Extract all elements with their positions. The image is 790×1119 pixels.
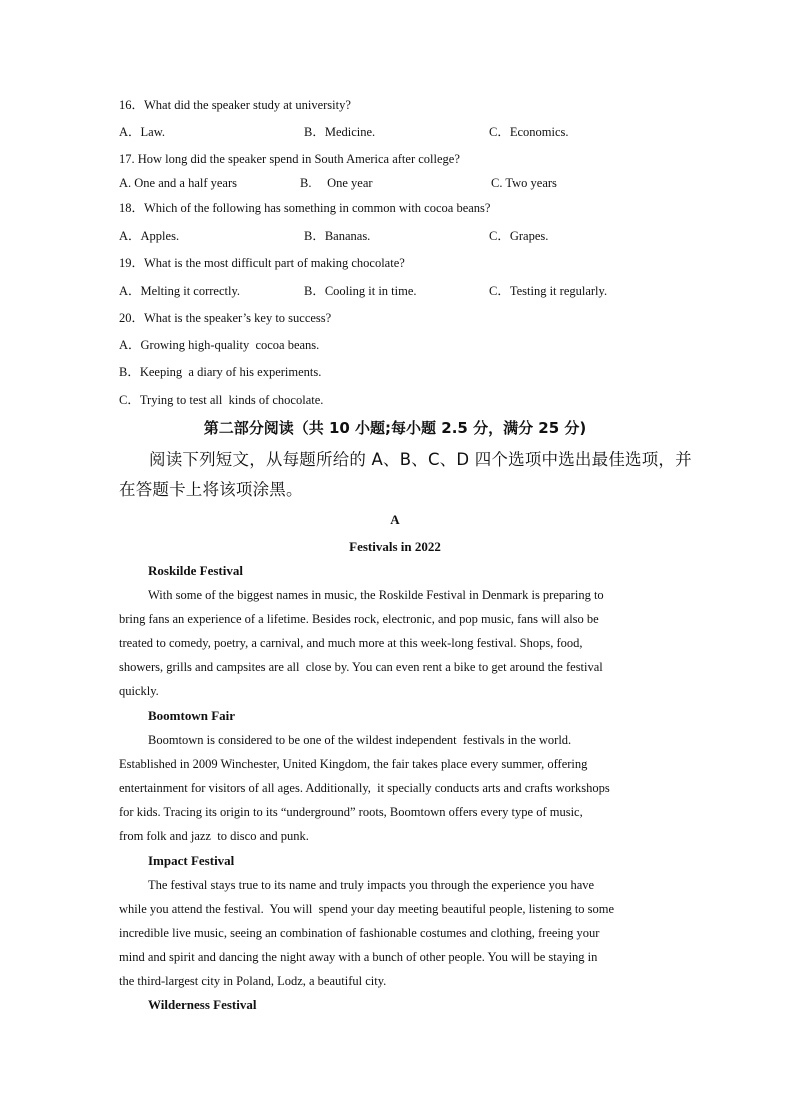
q17-option-b: B. One year (300, 176, 373, 190)
q20-option-c: C．Trying to test all kinds of chocolate. (119, 393, 324, 407)
passage-label: A (390, 512, 400, 527)
paragraph-line: bring fans an experience of a lifetime. Besides rock, electronic, and pop music, fans will also be (119, 612, 599, 626)
q16-option-c: C．Economics. (489, 125, 569, 139)
paragraph-line: showers, grills and campsites are all close by. You can even rent a bike to get around the festival (119, 660, 603, 674)
paragraph-line: the third-largest city in Poland, Lodz, a beautiful city. (119, 974, 387, 988)
part2-instruction-line2: 在答题卡上将该项涂黑。 (119, 480, 303, 499)
paragraph-line: for kids. Tracing its origin to its “underground” roots, Boomtown offers every type of music, (119, 805, 583, 819)
q19-option-b: B．Cooling it in time. (304, 284, 417, 298)
paragraph-line: incredible live music, seeing an combination of fashionable costumes and clothing, freeing your (119, 926, 600, 940)
question-18: 18．Which of the following has something in common with cocoa beans? (119, 201, 491, 215)
paragraph-line: from folk and jazz to disco and punk. (119, 829, 309, 843)
q18-option-c: C．Grapes. (489, 229, 549, 243)
part2-title: 第二部分阅读（共 10 小题;每小题 2.5 分，满分 25 分) (203, 419, 587, 437)
paragraph-line: The festival stays true to its name and truly impacts you through the experience you have (148, 878, 595, 892)
question-16: 16．What did the speaker study at university? (119, 98, 351, 112)
section-heading-boomtown: Boomtown Fair (148, 708, 236, 723)
part2-instruction-line1: 阅读下列短文，从每题所给的 A、B、C、D 四个选项中选出最佳选项，并 (149, 450, 692, 469)
paragraph-line: while you attend the festival. You will spend your day meeting beautiful people, listening to some (119, 902, 615, 916)
q17-option-a: A. One and a half years (119, 176, 238, 190)
paragraph-line: treated to comedy, poetry, a carnival, and much more at this week-long festival. Shops, food, (119, 636, 583, 650)
q18-option-a: A．Apples. (119, 229, 180, 243)
paragraph-line: With some of the biggest names in music, the Roskilde Festival in Denmark is preparing to (148, 588, 604, 602)
question-20: 20．What is the speaker’s key to success? (119, 311, 332, 325)
q20-option-b: B．Keeping a diary of his experiments. (119, 365, 322, 379)
section-heading-wilderness: Wilderness Festival (148, 997, 257, 1012)
section-heading-roskilde: Roskilde Festival (148, 563, 243, 578)
q16-option-b: B．Medicine. (304, 125, 376, 139)
question-17: 17. How long did the speaker spend in South America after college? (119, 152, 460, 166)
q19-option-a: A．Melting it correctly. (119, 284, 241, 298)
q20-option-a: A．Growing high-quality cocoa beans. (119, 338, 320, 352)
q16-option-a: A．Law. (119, 125, 166, 139)
section-heading-impact: Impact Festival (148, 853, 235, 868)
q18-option-b: B．Bananas. (304, 229, 371, 243)
paragraph-line: entertainment for visitors of all ages. Additionally, it specially conducts arts and crafts workshops (119, 781, 610, 795)
paragraph-line: quickly. (119, 684, 159, 698)
question-19: 19．What is the most difficult part of making chocolate? (119, 256, 405, 270)
q19-option-c: C．Testing it regularly. (489, 284, 608, 298)
passage-title: Festivals in 2022 (349, 539, 441, 554)
paragraph-line: Boomtown is considered to be one of the wildest independent festivals in the world. (148, 733, 572, 747)
q17-option-c: C. Two years (491, 176, 557, 190)
paragraph-line: Established in 2009 Winchester, United Kingdom, the fair takes place every summer, offering (119, 757, 588, 771)
paragraph-line: mind and spirit and dancing the night away with a bunch of other people. You will be staying in (119, 950, 598, 964)
